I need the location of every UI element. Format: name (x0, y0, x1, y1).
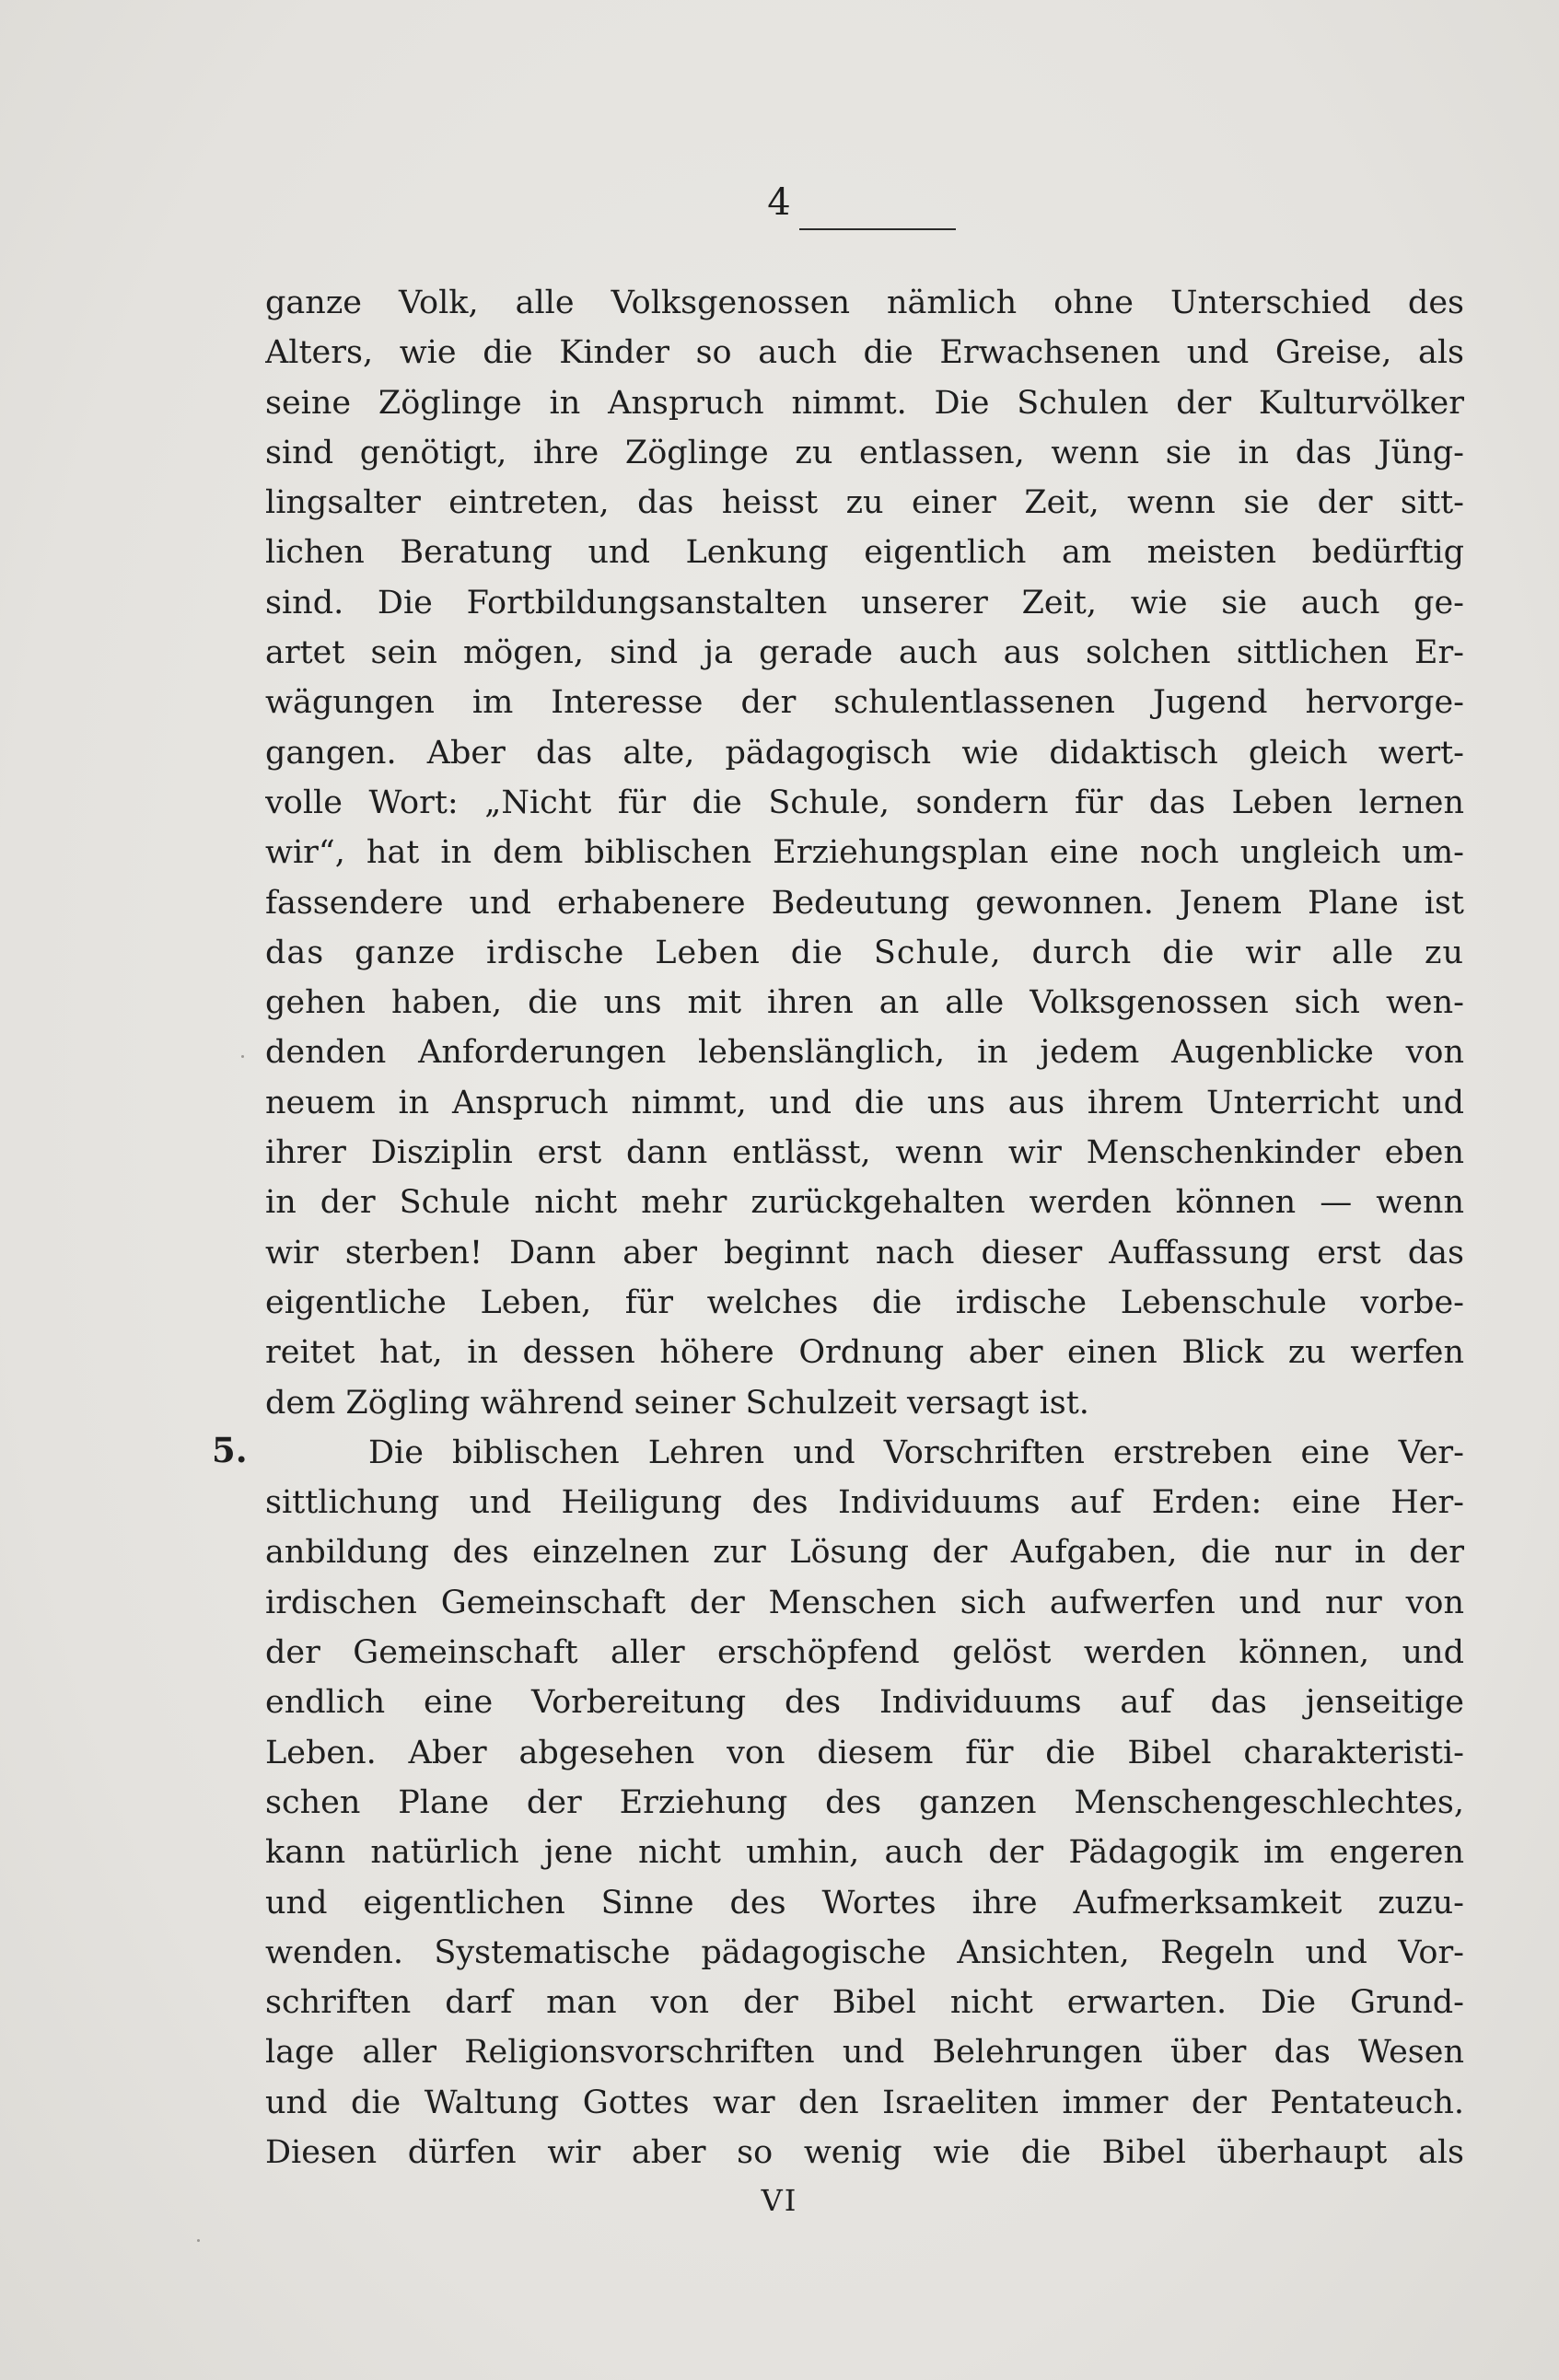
text-line: seine Zöglinge in Anspruch nimmt. Die Schulen der Kulturvölker (265, 384, 1464, 422)
text-line: volle Wort: „Nicht für die Schule, sondern für das Leben lernen (265, 784, 1464, 821)
text-line: reitet hat, in dessen höhere Ordnung aber einen Blick zu werfen (265, 1334, 1464, 1372)
text-line: wägungen im Interesse der schulentlassenen Jugend hervorge- (265, 684, 1464, 722)
paper-speck (197, 2239, 200, 2242)
text-line: wenden. Systematische pädagogische Ansichten, Regeln und Vor- (265, 1933, 1464, 1971)
section-number: 5. (212, 1430, 248, 1470)
text-line: und eigentlichen Sinne des Wortes ihre Aufmerksamkeit zuzu- (265, 1884, 1464, 1921)
text-line: endlich eine Vorbereitung des Individuums auf das jenseitige (265, 1684, 1464, 1722)
text-line: dem Zögling während seiner Schulzeit versagt ist. (265, 1384, 1089, 1422)
text-line: in der Schule nicht mehr zurückgehalten werden können — wenn (265, 1184, 1464, 1222)
text-line: gangen. Aber das alte, pädagogisch wie didaktisch gleich wert- (265, 734, 1464, 772)
printer-signature: VI (761, 2183, 798, 2218)
text-line: Leben. Aber abgesehen von diesem für die Bibel charakteristi- (265, 1734, 1464, 1771)
text-line: das ganze irdische Leben die Schule, durch die wir alle zu (265, 934, 1464, 971)
text-line: gehen haben, die uns mit ihren an alle Volksgenossen sich wen- (265, 984, 1464, 1022)
text-line: lingsalter eintreten, das heisst zu einer Zeit, wenn sie der sitt- (265, 484, 1464, 522)
text-line: ganze Volk, alle Volksgenossen nämlich ohne Unterschied des (265, 284, 1464, 321)
text-line: irdischen Gemeinschaft der Menschen sich aufwerfen und nur von (265, 1584, 1464, 1621)
text-line: anbildung des einzelnen zur Lösung der Aufgaben, die nur in der (265, 1534, 1464, 1572)
text-line: wir“, hat in dem biblischen Erziehungsplan eine noch ungleich um- (265, 834, 1464, 872)
text-line: Diesen dürfen wir aber so wenig wie die Bibel überhaupt als (265, 2133, 1464, 2171)
text-line: und die Waltung Gottes war den Israeliten immer der Pentateuch. (265, 2084, 1464, 2121)
text-line: denden Anforderungen lebenslänglich, in jedem Augenblicke von (265, 1034, 1464, 1072)
text-line: Alters, wie die Kinder so auch die Erwachsenen und Greise, als (265, 334, 1464, 372)
text-line: eigentliche Leben, für welches die irdische Lebenschule vorbe- (265, 1283, 1464, 1321)
page-number: 4 (767, 181, 792, 224)
text-line: der Gemeinschaft aller erschöpfend gelöst werden können, und (265, 1634, 1464, 1672)
text-line: sittlichung und Heiligung des Individuums auf Erden: eine Her- (265, 1484, 1464, 1522)
text-line: schen Plane der Erziehung des ganzen Menschengeschlechtes, (265, 1783, 1464, 1821)
text-line: artet sein mögen, sind ja gerade auch aus solchen sittlichen Er- (265, 634, 1464, 672)
text-line: sind genötigt, ihre Zöglinge zu entlassen, wenn sie in das Jüng- (265, 434, 1464, 471)
text-line: lichen Beratung und Lenkung eigentlich am meisten bedürftig (265, 534, 1464, 572)
text-line: ihrer Disziplin erst dann entlässt, wenn wir Menschenkinder eben (265, 1134, 1464, 1172)
text-line: neuem in Anspruch nimmt, und die uns aus ihrem Unterricht und (265, 1084, 1464, 1121)
header-rule (799, 228, 956, 230)
text-line: fassendere und erhabenere Bedeutung gewonnen. Jenem Plane ist (265, 884, 1464, 922)
paper-speck (241, 1055, 244, 1058)
text-line: wir sterben! Dann aber beginnt nach dieser Auffassung erst das (265, 1234, 1464, 1271)
text-line: sind. Die Fortbildungsanstalten unserer Zeit, wie sie auch ge- (265, 584, 1464, 621)
text-line: schriften darf man von der Bibel nicht erwarten. Die Grund- (265, 1984, 1464, 2022)
text-line: kann natürlich jene nicht umhin, auch der Pädagogik im engeren (265, 1834, 1464, 1872)
text-line: Die biblischen Lehren und Vorschriften erstreben eine Ver- (368, 1434, 1464, 1471)
text-line: lage aller Religionsvorschriften und Belehrungen über das Wesen (265, 2034, 1464, 2072)
body-text (265, 278, 1464, 2177)
